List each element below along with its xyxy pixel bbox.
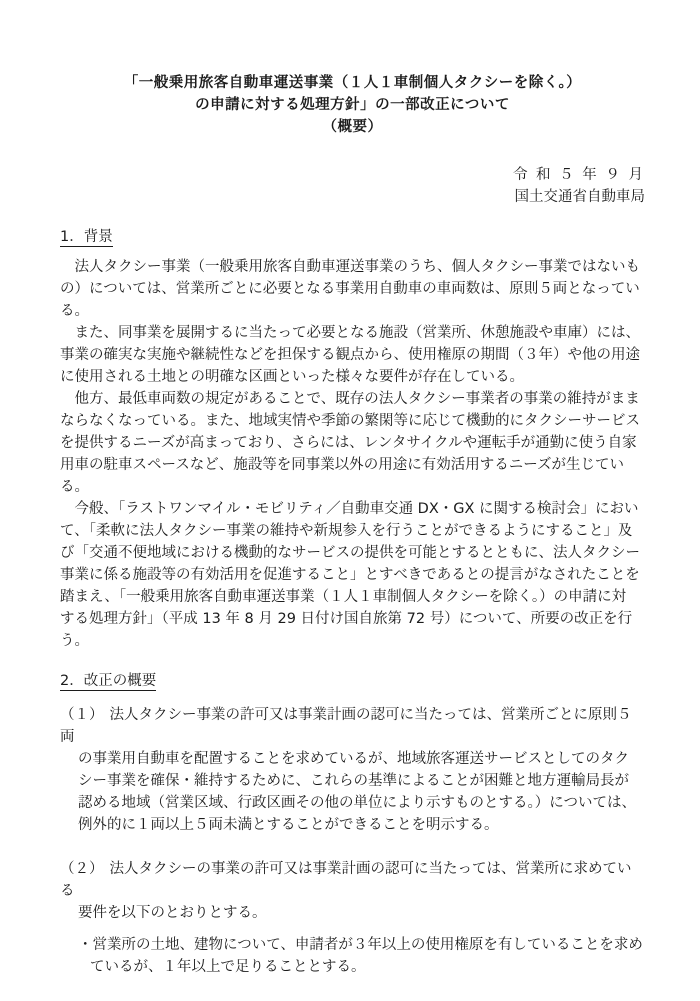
body-line — [60, 858, 645, 902]
document-meta — [60, 164, 645, 208]
body-line — [60, 704, 645, 748]
bullet-item — [60, 934, 645, 978]
body-line: 他方、最低車両数の規定があることで、既存の法人タクシー事業者の事業の維持がまま — [60, 391, 640, 407]
body-line: 踏まえ、「一般乗用旅客自動車運送事業（１人１車制個人タクシーを除く。）の申請に対 — [60, 589, 627, 605]
numbered-item-2 — [60, 858, 645, 978]
body-line: の）については、営業所ごとに必要となる事業用自動車の車両数は、原則５両となってい — [60, 281, 640, 297]
item-1-marker: （１） — [60, 707, 104, 723]
numbered-item-1 — [60, 704, 645, 836]
body-line: 用車の駐車スペースなど、施設等を同事業以外の用途に有効活用するニーズが生じている。 — [60, 457, 625, 495]
body-line: 例外的に１両以上５両未満とすることができることを明示する。 — [78, 817, 499, 833]
section-amendment-overview — [60, 670, 645, 978]
title-line: （概要） — [322, 119, 383, 135]
item-2-text: 法人タクシーの事業の許可又は事業計画の認可に当たっては、営業所に求めている — [60, 861, 632, 899]
section-background — [60, 226, 645, 652]
body-line: シー事業を確保・維持するために、これらの基準によることが困難と地方運輸局長が — [78, 773, 629, 789]
body-line: 事業に係る施設等の有効活用を促進すること」とすべきであるとの提言がなされたことを — [60, 567, 640, 583]
body-line: の事業用自動車を配置することを求めているが、地域旅客運送サービスとしてのタク — [78, 751, 629, 767]
document-title — [60, 72, 645, 138]
body-line: る。 — [60, 303, 89, 319]
body-line: 要件を以下のとおりとする。 — [78, 905, 267, 921]
item-1-text: 法人タクシー事業の許可又は事業計画の認可に当たっては、営業所ごとに原則５両 — [60, 707, 632, 745]
body-line: また、同事業を展開するに当たって必要となる施設（営業所、休憩施設や車庫）には、 — [60, 325, 640, 341]
paragraph — [60, 388, 645, 498]
paragraph — [60, 498, 645, 652]
section-1-heading-text: 1．背景 — [60, 229, 113, 245]
body-line: ならなくなっている。また、地域実情や季節の繁閑等に応じて機動的にタクシーサービス — [60, 413, 640, 429]
title-line: の申請に対する処理方針」の一部改正について — [195, 97, 510, 113]
issue-date: 令 和 ５ 年 ９ 月 — [512, 167, 645, 183]
title-line: 「一般乗用旅客自動車運送事業（１人１車制個人タクシーを除く。） — [123, 75, 582, 91]
item-2-marker: （２） — [60, 861, 104, 877]
body-line: ているが、１年以上で足りることとする。 — [90, 959, 366, 975]
body-line: 今般、「ラストワンマイル・モビリティ／自動車交通 DX・GX に関する検討会」におい — [60, 501, 639, 517]
body-line: に使用される土地との明確な区画といった様々な要件が存在している。 — [60, 369, 524, 385]
body-line: を提供するニーズが高まっており、さらには、レンタサイクルや運転手が通勤に使う自家 — [60, 435, 637, 451]
section-2-heading-text: 2．改正の概要 — [60, 673, 157, 689]
section-1-heading — [60, 226, 645, 248]
paragraph — [60, 322, 645, 388]
paragraph — [60, 256, 645, 322]
background-paragraphs — [60, 256, 645, 652]
body-line: 法人タクシー事業（一般乗用旅客自動車運送事業のうち、個人タクシー事業ではないも — [60, 259, 640, 275]
body-line: て、「柔軟に法人タクシー事業の維持や新規参入を行うことができるようにすること」及 — [60, 523, 633, 539]
body-line: 認める地域（営業区域、行政区画その他の単位により示すものとする。）については、 — [78, 795, 636, 811]
body-line: する処理方針」（平成 13 年 8 月 29 日付け国自旅第 72 号）について、所要の改正を行う。 — [60, 611, 633, 649]
issuing-organization: 国土交通省自動車局 — [514, 189, 645, 205]
body-line: び「交通不便地域における機動的なサービスの提供を可能とするとともに、法人タクシー — [60, 545, 640, 561]
body-line: ・営業所の土地、建物について、申請者が３年以上の使用権原を有していることを求め — [78, 937, 643, 953]
section-2-heading — [60, 670, 645, 692]
body-line: 事業の確実な実施や継続性などを担保する観点から、使用権原の期間（３年）や他の用途 — [60, 347, 640, 363]
